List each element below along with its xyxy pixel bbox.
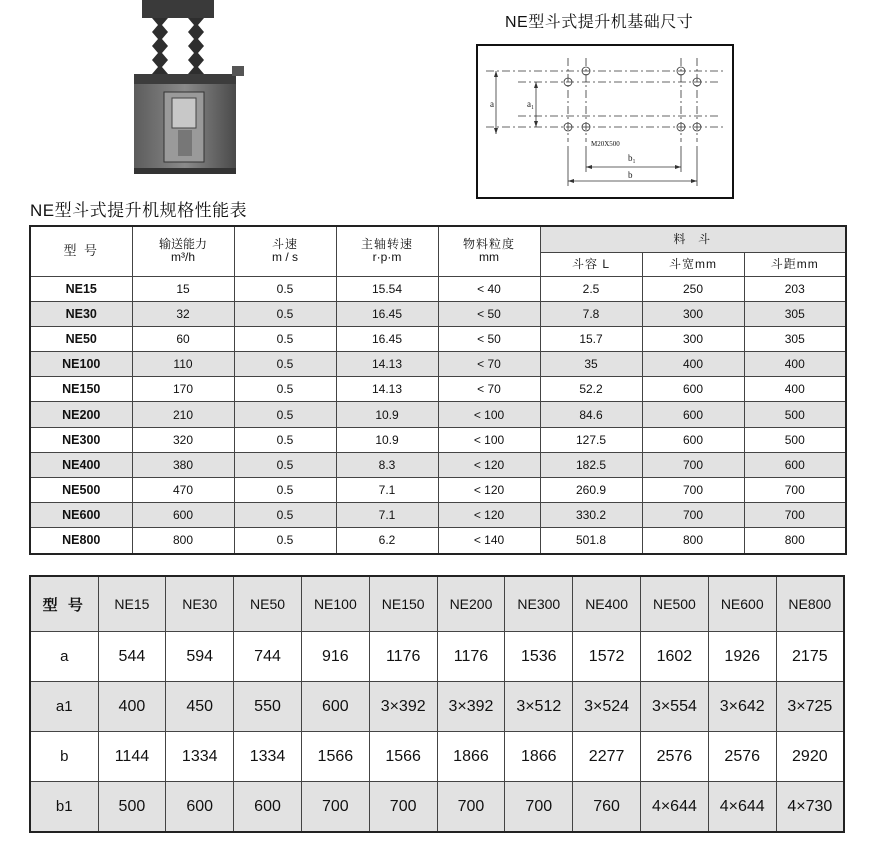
spec-cell: 0.5 bbox=[234, 503, 336, 528]
spec-cell: 6.2 bbox=[336, 528, 438, 554]
spec-cell: 600 bbox=[132, 503, 234, 528]
dim-cell: 1566 bbox=[369, 732, 437, 782]
spec-cell: 0.5 bbox=[234, 377, 336, 402]
header-model bbox=[30, 226, 132, 276]
dim-cell: 700 bbox=[437, 782, 505, 833]
spec-row bbox=[30, 377, 846, 402]
dim-cell: 4×730 bbox=[776, 782, 844, 833]
header-model-label: 型 号 bbox=[63, 243, 100, 259]
dim-row bbox=[30, 782, 844, 833]
dim-cell: 600 bbox=[166, 782, 234, 833]
spec-cell: 110 bbox=[132, 352, 234, 377]
header-shaft bbox=[336, 226, 438, 276]
dim-cell: 744 bbox=[234, 632, 302, 682]
spec-cell-model: NE200 bbox=[30, 402, 132, 427]
spec-cell: 60 bbox=[132, 326, 234, 351]
bolt-label: M20X500 bbox=[591, 140, 620, 148]
header-speed-label: 斗速 bbox=[271, 237, 298, 252]
spec-cell: 305 bbox=[744, 326, 846, 351]
spec-cell-model: NE50 bbox=[30, 326, 132, 351]
dim-cell: 1176 bbox=[369, 632, 437, 682]
spec-cell: 127.5 bbox=[540, 427, 642, 452]
spec-cell: 800 bbox=[642, 528, 744, 554]
spec-cell: 15.7 bbox=[540, 326, 642, 351]
spec-cell: 800 bbox=[744, 528, 846, 554]
spec-cell-model: NE800 bbox=[30, 528, 132, 554]
header-bucket-width: 斗宽mm bbox=[642, 252, 744, 276]
spec-row bbox=[30, 326, 846, 351]
dim-cell: 700 bbox=[301, 782, 369, 833]
dim-cell: 550 bbox=[234, 682, 302, 732]
spec-cell-model: NE400 bbox=[30, 452, 132, 477]
spec-cell: 16.45 bbox=[336, 326, 438, 351]
spec-cell: 600 bbox=[642, 427, 744, 452]
spec-cell: < 70 bbox=[438, 377, 540, 402]
spec-cell: 32 bbox=[132, 301, 234, 326]
dim-row-label: b1 bbox=[30, 782, 98, 833]
spec-cell: < 120 bbox=[438, 478, 540, 503]
spec-cell: 7.1 bbox=[336, 478, 438, 503]
spec-cell: 400 bbox=[744, 352, 846, 377]
dim-cell: 700 bbox=[505, 782, 573, 833]
dim-cell: 544 bbox=[98, 632, 166, 682]
spec-cell: 700 bbox=[642, 503, 744, 528]
spec-cell: 0.5 bbox=[234, 276, 336, 301]
dim-row bbox=[30, 632, 844, 682]
dim-cell: 3×642 bbox=[708, 682, 776, 732]
dimension-table bbox=[29, 575, 845, 833]
dim-cell: 600 bbox=[301, 682, 369, 732]
spec-cell: 500 bbox=[744, 402, 846, 427]
dim-label-a1: a₁ bbox=[527, 99, 535, 109]
spec-cell-model: NE600 bbox=[30, 503, 132, 528]
dim-label-a: a bbox=[490, 99, 494, 109]
dim-cell: 1572 bbox=[573, 632, 641, 682]
spec-cell: < 70 bbox=[438, 352, 540, 377]
header-granularity-unit: mm bbox=[479, 250, 499, 265]
spec-cell: < 100 bbox=[438, 402, 540, 427]
spec-cell: 380 bbox=[132, 452, 234, 477]
dim-cell: 700 bbox=[369, 782, 437, 833]
dim-label-b: b bbox=[628, 170, 633, 180]
dim-cell: 1144 bbox=[98, 732, 166, 782]
spec-cell: < 120 bbox=[438, 452, 540, 477]
spec-cell: 600 bbox=[642, 377, 744, 402]
spec-row bbox=[30, 528, 846, 554]
spec-row bbox=[30, 478, 846, 503]
spec-cell: 700 bbox=[642, 478, 744, 503]
dim-cell: 1334 bbox=[166, 732, 234, 782]
dim-cell: 450 bbox=[166, 682, 234, 732]
dim-header-model: NE500 bbox=[641, 576, 709, 632]
spec-cell: 203 bbox=[744, 276, 846, 301]
dim-cell: 2175 bbox=[776, 632, 844, 682]
dim-header-model: NE30 bbox=[166, 576, 234, 632]
spec-cell-model: NE300 bbox=[30, 427, 132, 452]
dim-table-corner: 型 号 bbox=[30, 576, 98, 632]
dim-header-model: NE800 bbox=[776, 576, 844, 632]
foundation-title: NE型斗式提升机基础尺寸 bbox=[505, 14, 694, 31]
spec-cell: 15 bbox=[132, 276, 234, 301]
dim-header-model: NE50 bbox=[234, 576, 302, 632]
spec-cell: 7.1 bbox=[336, 503, 438, 528]
spec-cell: < 100 bbox=[438, 427, 540, 452]
spec-cell: 0.5 bbox=[234, 478, 336, 503]
spec-cell: 0.5 bbox=[234, 452, 336, 477]
dim-label-b1: b₁ bbox=[628, 153, 636, 163]
dim-cell: 2576 bbox=[708, 732, 776, 782]
spec-cell: 14.13 bbox=[336, 352, 438, 377]
spec-cell: 470 bbox=[132, 478, 234, 503]
dim-cell: 3×524 bbox=[573, 682, 641, 732]
spec-cell-model: NE500 bbox=[30, 478, 132, 503]
header-granularity bbox=[438, 226, 540, 276]
spec-cell: < 50 bbox=[438, 326, 540, 351]
spec-cell: 0.5 bbox=[234, 301, 336, 326]
spec-cell: < 50 bbox=[438, 301, 540, 326]
dim-row bbox=[30, 682, 844, 732]
header-bucket-volume: 斗容 L bbox=[540, 252, 642, 276]
spec-cell: 0.5 bbox=[234, 402, 336, 427]
dim-cell: 3×392 bbox=[437, 682, 505, 732]
dim-cell: 3×512 bbox=[505, 682, 573, 732]
spec-cell: 400 bbox=[642, 352, 744, 377]
dim-cell: 1866 bbox=[505, 732, 573, 782]
dim-cell: 1536 bbox=[505, 632, 573, 682]
spec-cell: 182.5 bbox=[540, 452, 642, 477]
spec-row bbox=[30, 452, 846, 477]
dim-row-label: b bbox=[30, 732, 98, 782]
header-capacity-label: 输送能力 bbox=[158, 237, 207, 252]
header-granularity-label: 物料粒度 bbox=[462, 237, 515, 252]
header-shaft-unit: r·p·m bbox=[372, 250, 402, 265]
spec-cell-model: NE150 bbox=[30, 377, 132, 402]
header-capacity bbox=[132, 226, 234, 276]
spec-row bbox=[30, 301, 846, 326]
dim-cell: 1866 bbox=[437, 732, 505, 782]
spec-cell: 400 bbox=[744, 377, 846, 402]
spec-cell-model: NE30 bbox=[30, 301, 132, 326]
spec-cell: 35 bbox=[540, 352, 642, 377]
dim-header-model: NE200 bbox=[437, 576, 505, 632]
dim-cell: 1926 bbox=[708, 632, 776, 682]
dim-cell: 1176 bbox=[437, 632, 505, 682]
spec-cell: 300 bbox=[642, 301, 744, 326]
dim-row-label: a bbox=[30, 632, 98, 682]
spec-table bbox=[29, 225, 847, 555]
dim-row-label: a1 bbox=[30, 682, 98, 732]
spec-cell: 170 bbox=[132, 377, 234, 402]
dim-cell: 4×644 bbox=[641, 782, 709, 833]
dim-cell: 760 bbox=[573, 782, 641, 833]
spec-cell: 7.8 bbox=[540, 301, 642, 326]
spec-cell: 0.5 bbox=[234, 326, 336, 351]
dim-cell: 3×392 bbox=[369, 682, 437, 732]
spec-cell: 16.45 bbox=[336, 301, 438, 326]
dim-cell: 594 bbox=[166, 632, 234, 682]
spec-cell: 501.8 bbox=[540, 528, 642, 554]
dim-cell: 3×725 bbox=[776, 682, 844, 732]
spec-cell: 305 bbox=[744, 301, 846, 326]
dim-cell: 3×554 bbox=[641, 682, 709, 732]
spec-row bbox=[30, 276, 846, 301]
dim-cell: 2920 bbox=[776, 732, 844, 782]
dim-row bbox=[30, 732, 844, 782]
spec-table-title: NE型斗式提升机规格性能表 bbox=[30, 201, 248, 220]
header-capacity-unit: m³/h bbox=[171, 250, 195, 265]
spec-row bbox=[30, 503, 846, 528]
dim-header-model: NE300 bbox=[505, 576, 573, 632]
spec-cell: 10.9 bbox=[336, 402, 438, 427]
spec-cell: 320 bbox=[132, 427, 234, 452]
spec-cell: < 40 bbox=[438, 276, 540, 301]
dim-cell: 1566 bbox=[301, 732, 369, 782]
spec-cell: 600 bbox=[642, 402, 744, 427]
dim-cell: 600 bbox=[234, 782, 302, 833]
spec-cell-model: NE15 bbox=[30, 276, 132, 301]
dim-cell: 400 bbox=[98, 682, 166, 732]
spec-cell: 0.5 bbox=[234, 427, 336, 452]
dim-header-model: NE100 bbox=[301, 576, 369, 632]
header-bucket-group bbox=[540, 226, 846, 252]
spec-cell: 10.9 bbox=[336, 427, 438, 452]
spec-cell: 250 bbox=[642, 276, 744, 301]
dim-cell: 500 bbox=[98, 782, 166, 833]
dim-cell: 2576 bbox=[641, 732, 709, 782]
foundation-drawing bbox=[476, 44, 734, 199]
spec-cell: 500 bbox=[744, 427, 846, 452]
spec-cell-model: NE100 bbox=[30, 352, 132, 377]
header-speed bbox=[234, 226, 336, 276]
dim-cell: 2277 bbox=[573, 732, 641, 782]
spec-cell: 15.54 bbox=[336, 276, 438, 301]
spec-row bbox=[30, 402, 846, 427]
spec-cell: 260.9 bbox=[540, 478, 642, 503]
spec-cell: 700 bbox=[642, 452, 744, 477]
spec-cell: 52.2 bbox=[540, 377, 642, 402]
dim-header-model: NE600 bbox=[708, 576, 776, 632]
spec-cell: 8.3 bbox=[336, 452, 438, 477]
spec-row bbox=[30, 352, 846, 377]
spec-cell: 210 bbox=[132, 402, 234, 427]
spec-cell: < 120 bbox=[438, 503, 540, 528]
spec-cell: 600 bbox=[744, 452, 846, 477]
spec-cell: 800 bbox=[132, 528, 234, 554]
spec-cell: 700 bbox=[744, 478, 846, 503]
spec-cell: 700 bbox=[744, 503, 846, 528]
spec-cell: 0.5 bbox=[234, 352, 336, 377]
spec-row bbox=[30, 427, 846, 452]
spec-cell: 84.6 bbox=[540, 402, 642, 427]
dim-cell: 1602 bbox=[641, 632, 709, 682]
dim-cell: 4×644 bbox=[708, 782, 776, 833]
header-bucket-pitch: 斗距mm bbox=[744, 252, 846, 276]
spec-cell: 14.13 bbox=[336, 377, 438, 402]
dim-header-model: NE400 bbox=[573, 576, 641, 632]
spec-cell: 330.2 bbox=[540, 503, 642, 528]
spec-cell: < 140 bbox=[438, 528, 540, 554]
dim-header-model: NE15 bbox=[98, 576, 166, 632]
dim-cell: 1334 bbox=[234, 732, 302, 782]
spec-cell: 2.5 bbox=[540, 276, 642, 301]
header-shaft-label: 主轴转速 bbox=[360, 237, 413, 252]
header-bucket-group-label: 料 斗 bbox=[673, 231, 713, 246]
dim-header-model: NE150 bbox=[369, 576, 437, 632]
spec-cell: 300 bbox=[642, 326, 744, 351]
header-speed-unit: m / s bbox=[272, 250, 298, 265]
spec-cell: 0.5 bbox=[234, 528, 336, 554]
bucket-elevator-image bbox=[128, 0, 248, 178]
dim-cell: 916 bbox=[301, 632, 369, 682]
